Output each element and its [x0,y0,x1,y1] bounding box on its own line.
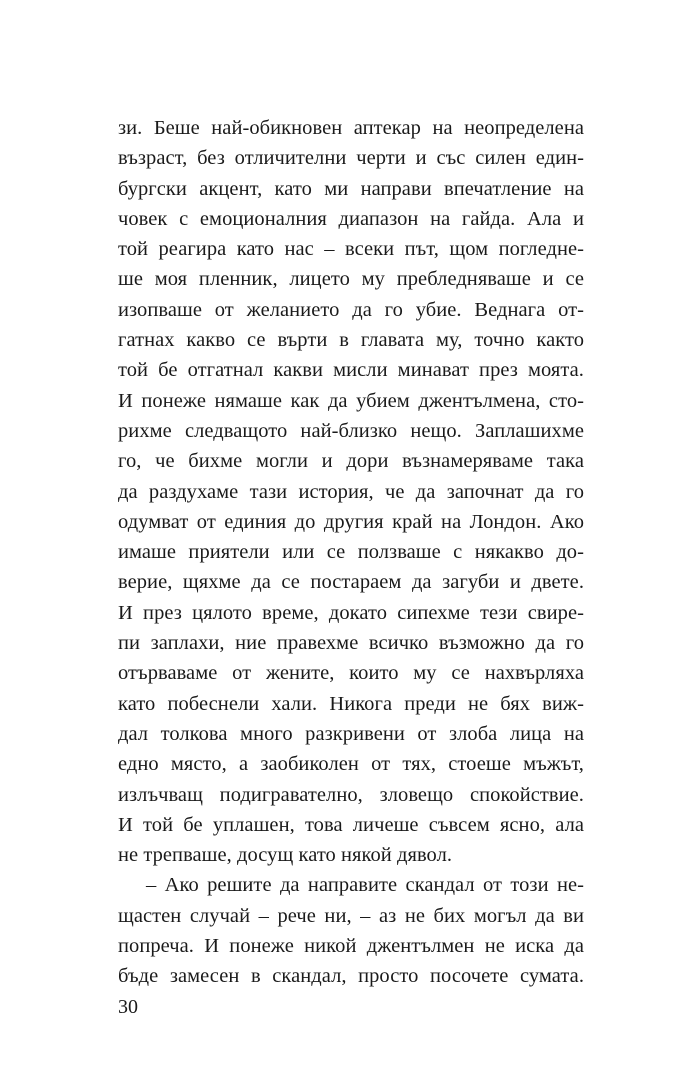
text-line: го, че бихме могли и дори възнамеряваме така [118,450,584,473]
text-line: като побеснели хали. Никога преди не бях виж- [118,692,584,715]
page-number: 30 [118,996,138,1018]
text-line: едно място, а заобиколен от тях, стоеше мъжът, [118,753,584,776]
body-text [118,113,584,992]
text-line: бъде замесен в скандал, просто посочете сумата. [118,965,584,988]
text-line: ше моя пленник, лицето му пребледняваше и се [118,268,584,291]
text-line: имаше приятели или се ползваше с някакво до- [118,541,584,564]
text-line: гатнах какво се върти в главата му, точно както [118,329,584,352]
text-line: зи. Беше най-обикновен аптекар на неопределена [118,117,584,139]
text-line: попреча. И понеже никой джентълмен не иска да [118,935,584,958]
text-line: верие, щяхме да се постараем да загуби и двете. [118,571,584,594]
text-line: излъчващ подигравателно, зловещо спокойствие. [118,783,584,806]
text-line: одумват от единия до другия край на Лондон. Ако [118,510,584,533]
text-line: И през цялото време, докато сипехме тези свире- [118,601,584,624]
text-line: пи заплахи, ние правехме всичко възможно да го [118,632,584,655]
paragraph-end-line: не трепваше, досущ като някой дявол. [118,844,453,867]
text-line: И понеже нямаше как да убием джентълмена, сто- [118,389,584,412]
text-line: изопваше от желанието да го убие. Веднага от- [118,298,584,321]
text-line: той бе отгатнал какви мисли минават през моята. [118,359,584,382]
dialogue-line: – Ако решите да направите скандал от този не- [146,874,584,897]
text-line: отърваваме от жените, които му се нахвърляха [118,662,584,685]
text-line: възраст, без отличителни черти и със силен един- [118,147,584,170]
text-line: да раздухаме тази история, че да започнат да го [118,480,584,503]
text-line: човек с емоционалния диапазон на гайда. Ала и [118,207,584,230]
text-line: той реагира като нас – всеки път, щом погледне- [118,238,584,261]
text-line: рихме следващото най-близко нещо. Заплашихме [118,419,584,442]
text-line: щастен случай – рече ни, – аз не бих могъл да ви [118,904,584,927]
text-line: И той бе уплашен, това личеше съвсем ясно, ала [118,813,584,836]
text-line: дал толкова много разкривени от злоба лица на [118,722,584,745]
text-line: бургски акцент, като ми направи впечатление на [118,177,584,200]
